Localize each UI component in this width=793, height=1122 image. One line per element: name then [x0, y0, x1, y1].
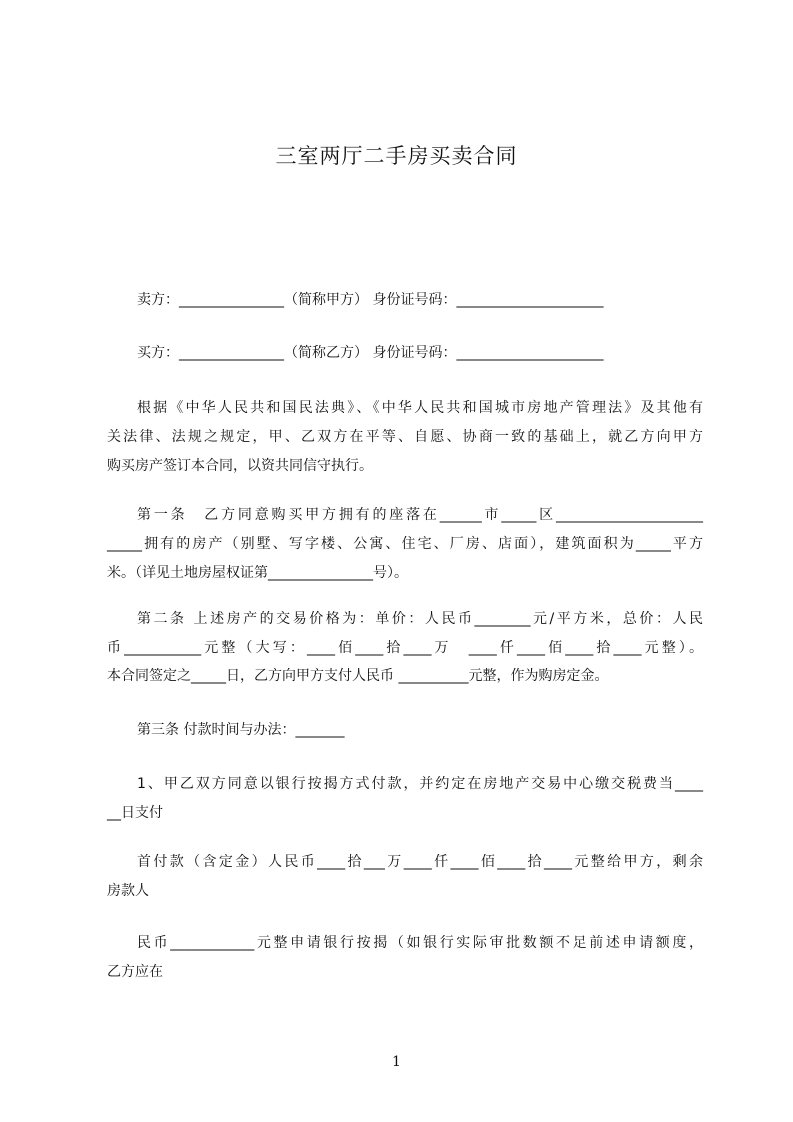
preamble-line-2: 关法律、法规之规定，甲、乙双方在平等、自愿、协商一致的基础上，就乙方向甲方: [107, 429, 703, 445]
article3-heading: 第三条 付款时间与办法：_______: [137, 722, 345, 738]
down-payment-line-1: 首付款（含定金）人民币____拾___万____仟____佰____拾____元整给甲方，剩余: [137, 854, 703, 870]
seller-line: 卖方：_______________（简称甲方） 身份证号码：_____________________: [137, 292, 604, 308]
page-number: 1: [392, 1054, 401, 1070]
buyer-line: 买方：_______________（简称乙方） 身份证号码：_____________________: [137, 345, 604, 361]
preamble-line-1: 根据《中华人民共和国民法典》、《中华人民共和国城市房地产管理法》及其他有: [137, 400, 703, 416]
article3-clause1-line-2: __日支付: [107, 805, 163, 821]
loan-line-2: 乙方应在: [107, 964, 163, 980]
article1-line-2: _____拥有的房产（别墅、写字楼、公寓、住宅、厂房、店面），建筑面积为_____平方: [107, 536, 703, 552]
loan-line-1: 民币____________元整申请银行按揭（如银行实际审批数额不足前述申请额度，: [137, 935, 703, 951]
article2-line-3: 本合同签定之_____日，乙方向甲方支付人民币 __________元整，作为购房定金。: [107, 668, 609, 684]
preamble-line-3: 购买房产签订本合同，以资共同信守执行。: [107, 458, 373, 474]
article1-line-3: 米。（详见土地房屋权证第_______________号）。: [107, 565, 408, 581]
down-payment-line-2: 房款人: [107, 883, 149, 899]
article2-line-1: 第二条 上述房产的交易价格为：单价：人民币________元/平方米，总价：人民: [137, 611, 703, 627]
article2-line-2: 币___________元整（大写：____佰____拾____万 ____仟____佰____拾____元整）。: [107, 640, 703, 656]
article1-line-1: 第一条 乙方同意购买甲方拥有的座落在______市_____区_____________________: [137, 507, 703, 523]
article3-clause1-line-1: 1、甲乙双方同意以银行按揭方式付款，并约定在房地产交易中心缴交税费当____: [137, 776, 703, 792]
document-title: 三室两厅二手房买卖合同: [275, 144, 518, 168]
